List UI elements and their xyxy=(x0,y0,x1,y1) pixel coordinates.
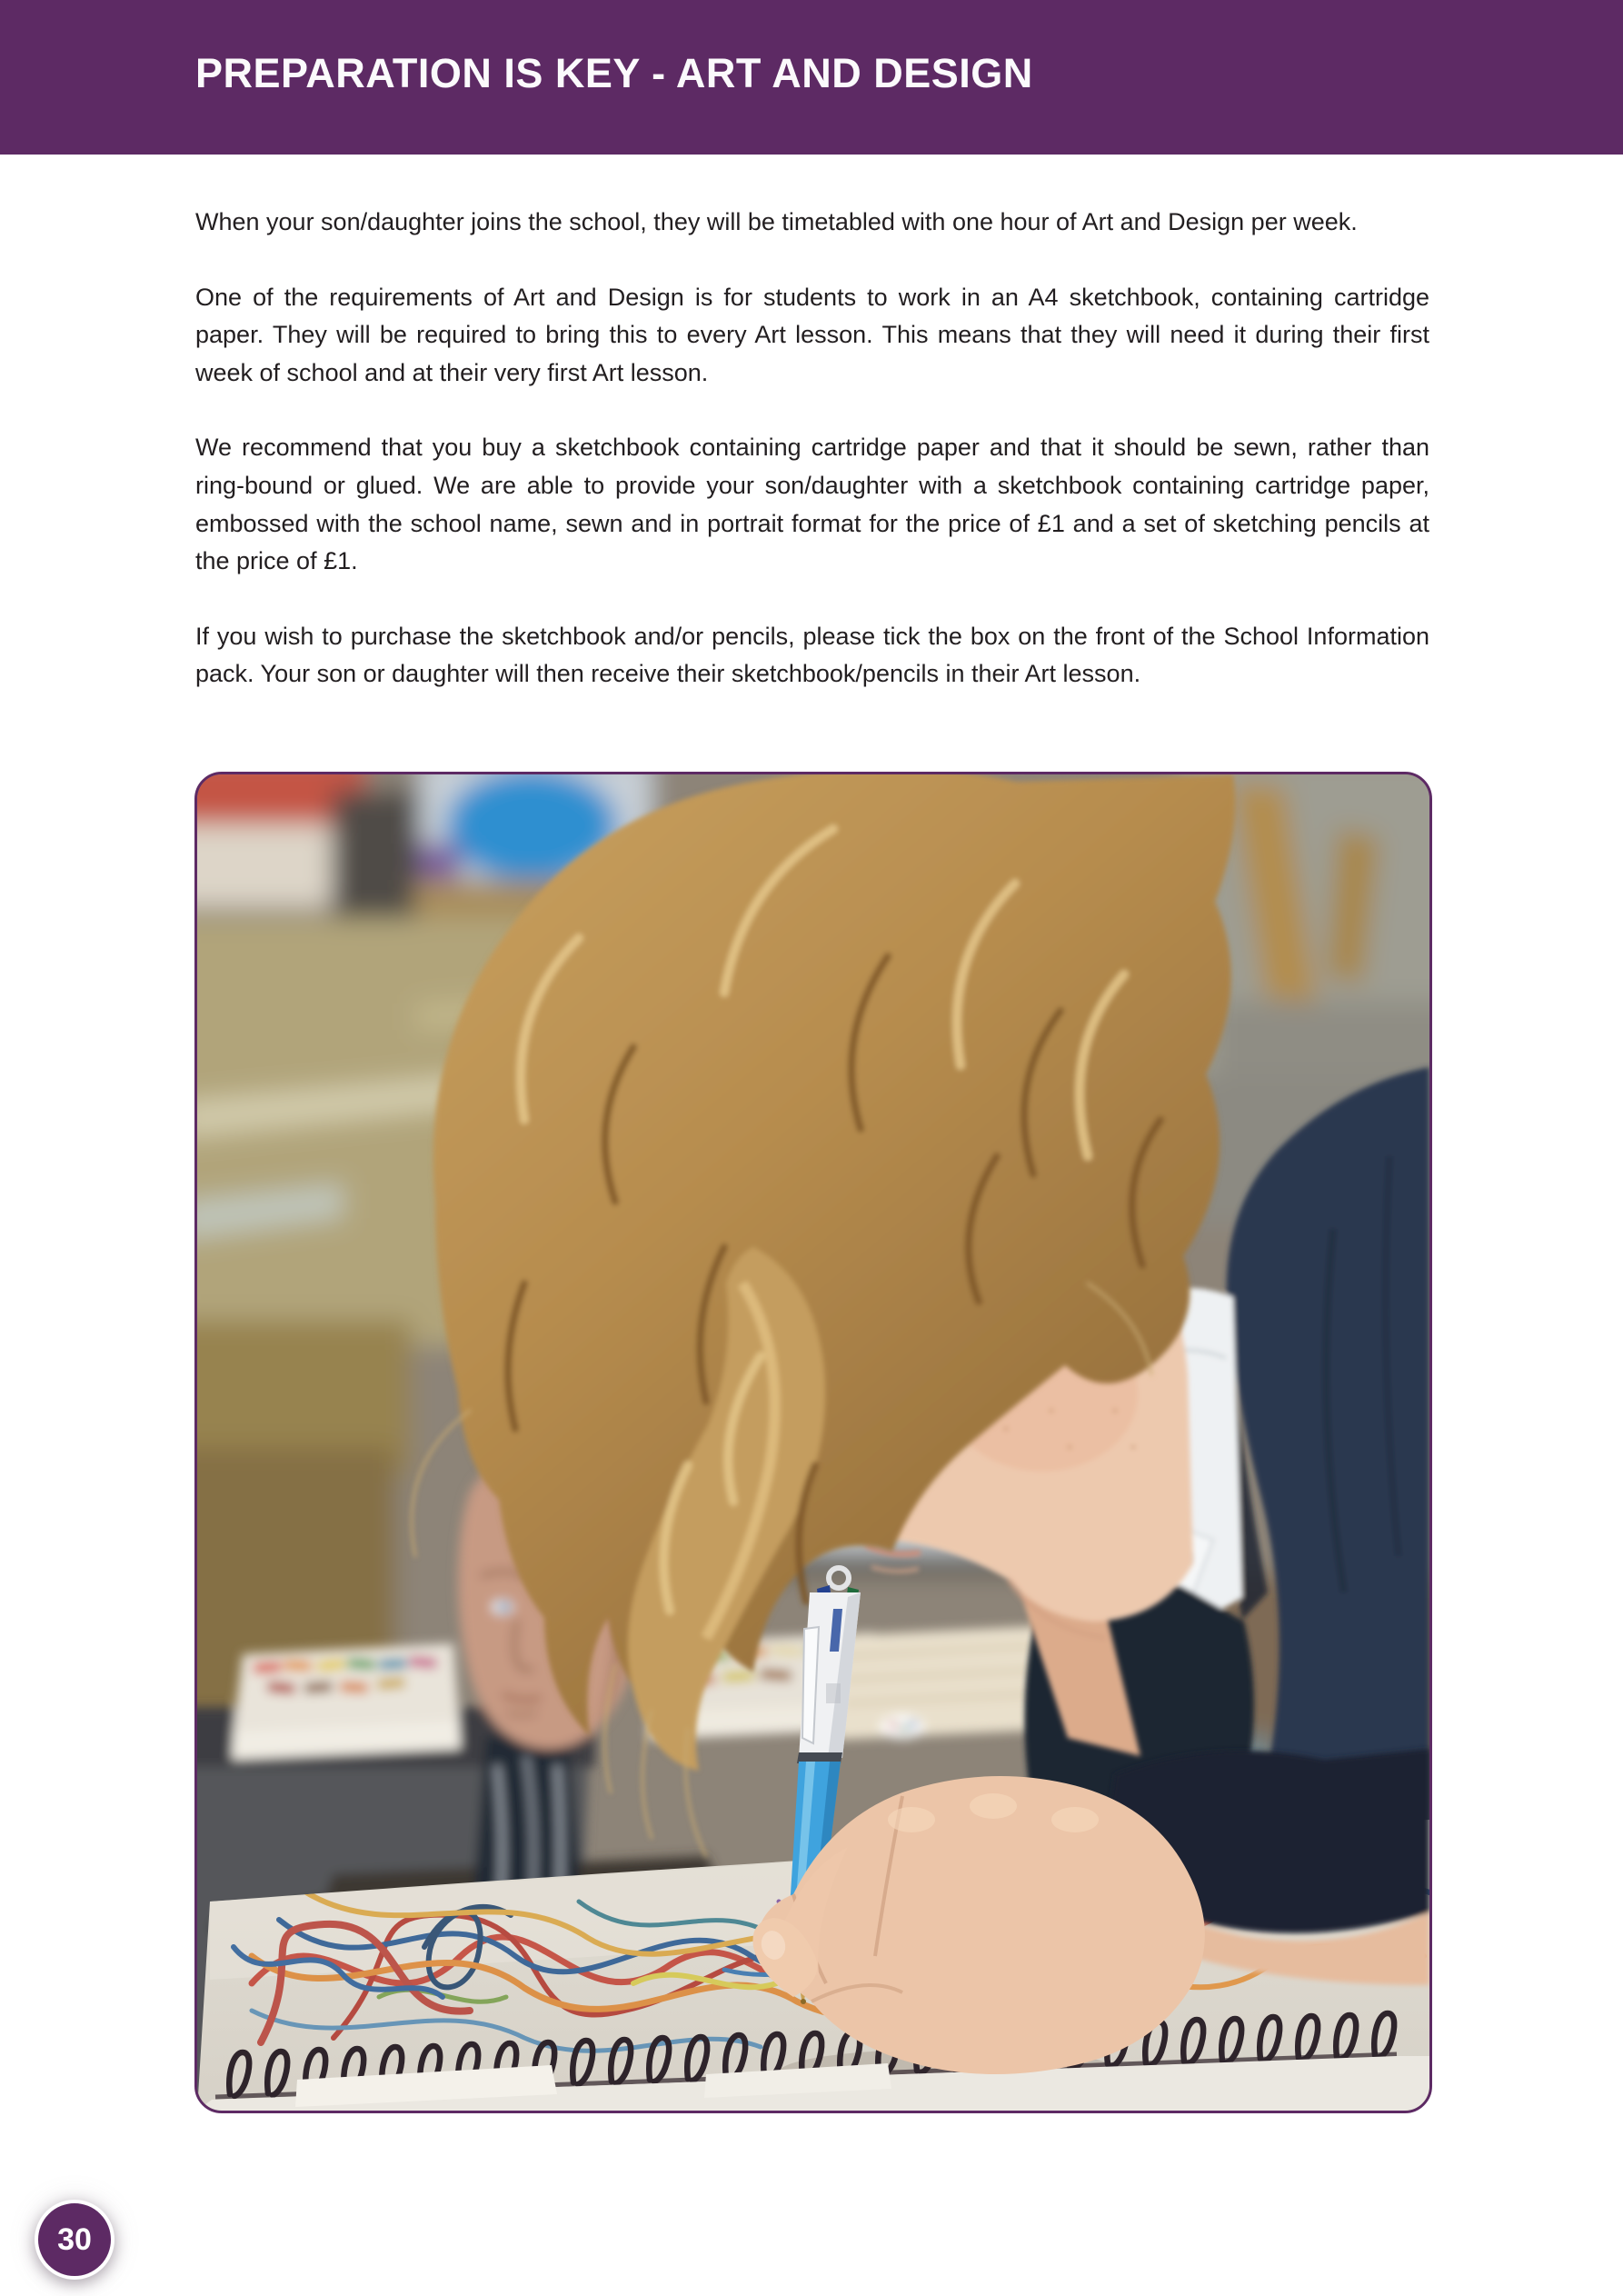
paragraph-purchase: If you wish to purchase the sketchbook and/or pencils, please tick the box on the front of the School Information pack. Your son or daughter will then receive their sketchbook/pencils in their Art lesson. xyxy=(195,622,1429,688)
paragraph-requirements: One of the requirements of Art and Design is for students to work in an A4 sketchbook, containing cartridge paper. They will be required to bring this to every Art lesson. This means that they will need it during their first week of school and at their very first Art lesson. xyxy=(195,283,1429,386)
paragraph-intro: When your son/daughter joins the school, they will be timetabled with one hour of Art and Design per week. xyxy=(195,208,1358,235)
paragraph-recommendation: We recommend that you buy a sketchbook containing cartridge paper and that it should be sewn, rather than ring-bound or glued. We are able to provide your son/daughter with a sketchbook containing cartridge paper, embossed with the school name, sewn and in portrait format for the price of £1 and a set of sketching pencils at the price of £1. xyxy=(195,434,1429,575)
page-number-badge xyxy=(35,2200,115,2280)
header-banner xyxy=(0,0,1623,155)
body-text xyxy=(195,204,1429,731)
page-number: 30 xyxy=(57,2221,92,2257)
student-drawing-illustration xyxy=(197,774,1429,2111)
student-drawing-photo xyxy=(194,772,1432,2113)
page-title: PREPARATION IS KEY - ART AND DESIGN xyxy=(195,50,1033,96)
